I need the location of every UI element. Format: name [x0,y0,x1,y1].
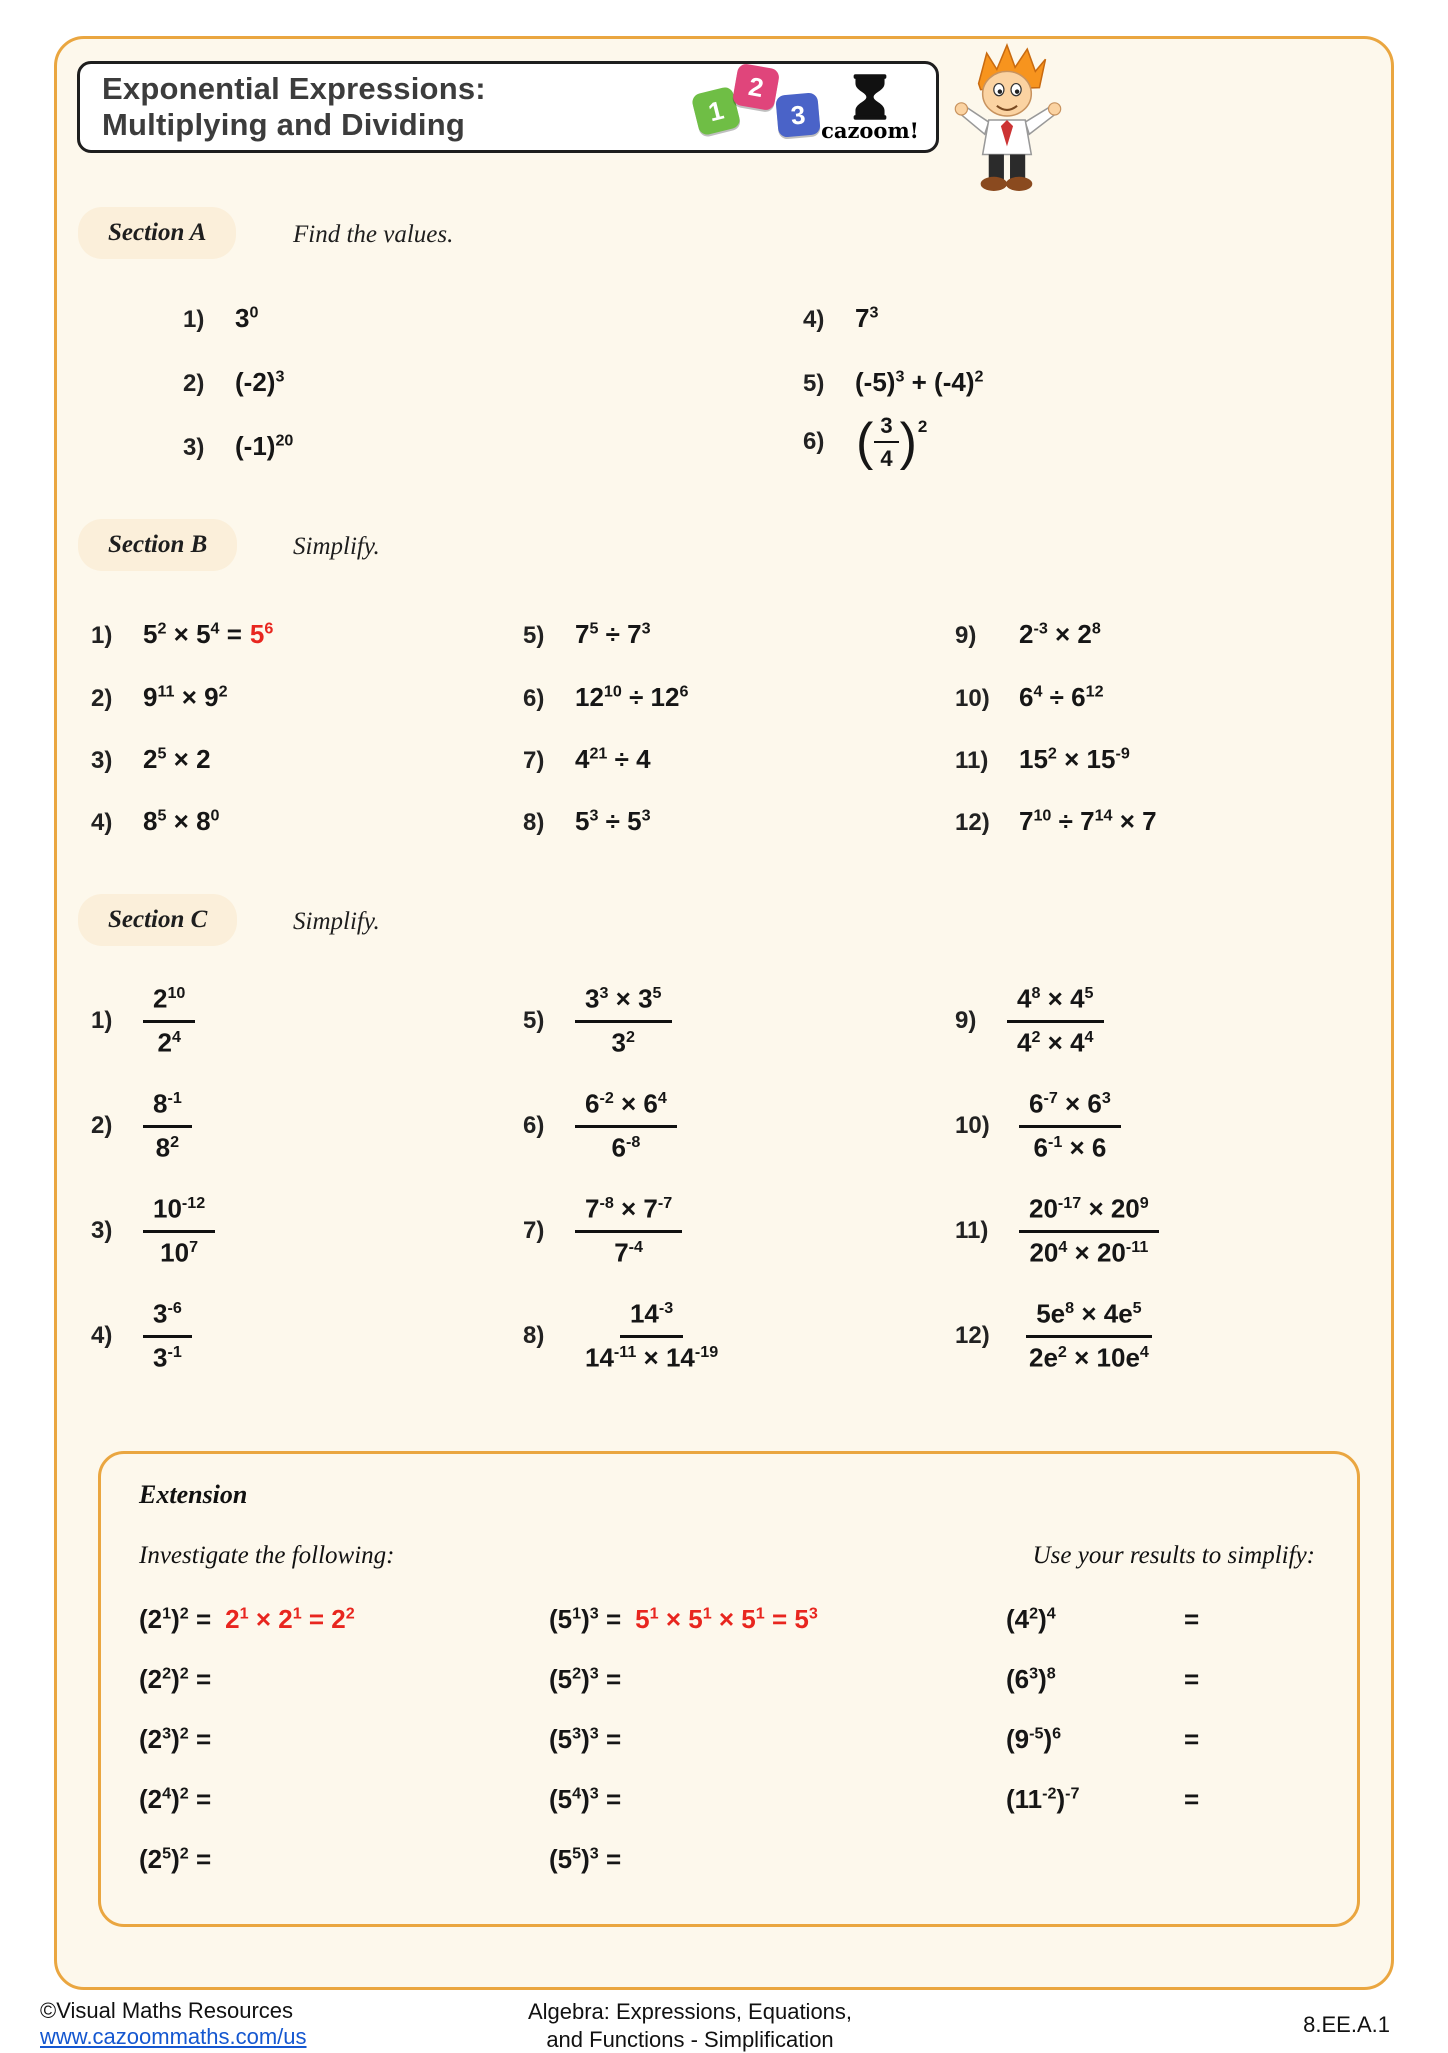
problem-expression: $12^{10} \div 12^6$ [575,682,688,713]
problem-expression: $2^{-3} \times 2^8$ [1019,619,1101,650]
fraction-denominator: $6^{-1} \times 6$ [1023,1128,1116,1164]
problem-number: 11) [955,747,1019,775]
problem-expression: $7^3$ [855,303,878,334]
problem-c8 [523,1291,728,1381]
page-title-line1: Exponential Expressions: [102,71,486,107]
fraction [874,413,898,472]
problem-number: 3) [183,434,235,462]
problem-b4 [91,806,220,837]
fraction-denominator: $6^{-8}$ [602,1128,651,1164]
fraction-numerator: $5e^8 \times 4e^5$ [1026,1299,1151,1338]
problem-number: 3) [91,747,143,775]
extension-expression: $(5^1)^3$ = [549,1604,621,1635]
fraction-numerator: $2^{10}$ [143,984,195,1023]
fraction [1019,1089,1121,1163]
problem-number: 5) [523,622,575,650]
problem-a1 [183,303,258,334]
tile-3-icon: 3 [775,92,821,138]
footer-topic-block [340,1998,1040,2053]
problem-a6 [803,413,927,472]
extension-row-1-1 [139,1604,355,1635]
problem-number: 12) [955,809,1019,837]
extension-row-1-5 [139,1844,211,1875]
footer-copyright-block [40,1998,307,2051]
problem-b3 [91,744,211,775]
extension-row-2-5 [549,1844,621,1875]
problem-c12 [955,1291,1159,1381]
extension-row-2-1 [549,1604,818,1635]
problem-number: 12) [955,1322,1019,1350]
problem-number: 8) [523,809,575,837]
tile-1-icon: 1 [691,86,742,137]
mascot-illustration [947,41,1071,193]
fraction-numerator: $14^{-3}$ [620,1299,683,1338]
fraction-numerator: $8^{-1}$ [143,1089,192,1128]
topic-line2: and Functions - Simplification [340,2026,1040,2053]
extension-expression: $(2^1)^2$ = [139,1604,211,1635]
problem-c10 [955,1081,1121,1171]
problem-c7 [523,1186,682,1276]
problem-a3 [183,431,293,462]
extension-expression: $(9^{-5})^6$ [1006,1724,1184,1755]
extension-row-2-3 [549,1724,621,1755]
extension-answer: $5^1 \times 5^1 \times 5^1 = 5^3$ [635,1604,818,1635]
extension-expression: $(2^2)^2$ = [139,1664,211,1695]
problem-number: 11) [955,1217,1019,1245]
problem-b9 [955,619,1101,650]
fraction [1007,984,1104,1058]
problem-number: 6) [523,1112,575,1140]
extension-row-2-4 [549,1784,621,1815]
problem-number: 4) [803,306,855,334]
extension-row-3-3 [1006,1724,1199,1755]
problem-b12 [955,806,1157,837]
mascot-icon [947,41,1071,193]
extension-row-1-2 [139,1664,211,1695]
problem-number: 2) [91,685,143,713]
fraction-denominator: $4^2 \times 4^4$ [1007,1023,1104,1059]
extension-expression: $(6^3)^8$ [1006,1664,1184,1695]
fraction [575,1299,728,1373]
fraction-denominator: 4 [874,443,898,471]
problem-c4 [91,1291,192,1381]
problem-c11 [955,1186,1159,1276]
fraction-denominator: $8^2$ [146,1128,189,1164]
problem-number: 1) [183,306,235,334]
problem-expression: $(-1)^{20}$ [235,431,293,462]
section-a-label: Section A [78,207,236,259]
section-c-label: Section C [78,894,237,946]
problem-expression: $5^2 \times 5^4$ = [143,619,242,650]
left-paren: ( [856,416,873,468]
fraction-numerator: $6^{-7} \times 6^3$ [1019,1089,1121,1128]
extension-box [98,1451,1360,1927]
worksheet-sheet [54,36,1394,1990]
section-a-instruction: Find the values. [293,221,453,249]
fraction-denominator: $3^{-1}$ [143,1338,192,1374]
topic-line1: Algebra: Expressions, Equations, [340,1998,1040,2026]
problem-expression: $8^5 \times 8^0$ [143,806,220,837]
section-b-label: Section B [78,519,237,571]
problem-expression: $3^0$ [235,303,258,334]
problem-number: 5) [523,1007,575,1035]
problem-expression: $(-2)^3$ [235,367,284,398]
fraction-numerator: $3^{-6}$ [143,1299,192,1338]
problem-number: 5) [803,370,855,398]
fraction-denominator: $2^4$ [147,1023,190,1059]
extension-expression: $(11^{-2})^{-7}$ [1006,1784,1184,1815]
fraction-denominator: $14^{-11} \times 14^{-19}$ [575,1338,728,1374]
hourglass-icon [850,74,890,120]
problem-a2 [183,367,284,398]
extension-row-1-3 [139,1724,211,1755]
extension-row-3-1 [1006,1604,1199,1635]
fraction [143,1299,192,1373]
right-paren: ) [900,416,917,468]
fraction-numerator: 3 [874,413,898,443]
numbers-logo [695,64,830,150]
fraction-numerator: $3^3 \times 3^5$ [575,984,672,1023]
website-link[interactable]: www.cazoommaths.com/us [40,2024,307,2049]
fraction-numerator: $7^{-8} \times 7^{-7}$ [575,1194,682,1233]
cazoom-brand-text: cazoom! [821,118,919,143]
problem-number: 9) [955,1007,1007,1035]
problem-number: 6) [803,428,855,456]
fraction-denominator: $20^4 \times 20^{-11}$ [1019,1233,1158,1269]
copyright-text: ©Visual Maths Resources [40,1998,307,2024]
fraction [143,1194,215,1268]
problem-c1 [91,976,195,1066]
fraction-numerator: $4^8 \times 4^5$ [1007,984,1104,1023]
problem-number: 1) [91,622,143,650]
fraction-numerator: $10^{-12}$ [143,1194,215,1233]
problem-c2 [91,1081,192,1171]
problem-b11 [955,744,1130,775]
problem-number: 2) [91,1112,143,1140]
extension-label: Extension [139,1480,247,1510]
fraction-denominator: $7^{-4}$ [604,1233,653,1269]
fraction [1019,1299,1159,1373]
problem-number: 10) [955,685,1019,713]
extension-expression: $(5^5)^3$ = [549,1844,621,1875]
problem-b5 [523,619,651,650]
extension-expression: $(2^4)^2$ = [139,1784,211,1815]
fraction-exponent: 2 [918,417,927,437]
fraction-denominator: $3^2$ [602,1023,645,1059]
problem-expression: $6^4 \div 6^{12}$ [1019,682,1104,713]
fraction-numerator: $6^{-2} \times 6^4$ [575,1089,677,1128]
problem-expression: $7^{10} \div 7^{14} \times 7$ [1019,806,1157,837]
problem-expression: $9^{11} \times 9^2$ [143,682,228,713]
problem-c5 [523,976,672,1066]
problem-number: 6) [523,685,575,713]
fraction [1019,1194,1159,1268]
problem-number: 7) [523,747,575,775]
extension-answer: $2^1 \times 2^1 = 2^2$ [225,1604,355,1635]
problem-number: 9) [955,622,1019,650]
problem-number: 4) [91,1322,143,1350]
problem-answer: $5^6$ [250,619,273,650]
problem-expression: $7^5 \div 7^3$ [575,619,651,650]
extension-expression: $(5^4)^3$ = [549,1784,621,1815]
problem-c9 [955,976,1104,1066]
extension-expression: $(5^3)^3$ = [549,1724,621,1755]
problem-b8 [523,806,651,837]
fraction [575,984,672,1058]
problem-a5 [803,367,983,398]
fraction [143,984,195,1058]
problem-c3 [91,1186,215,1276]
fraction-denominator: $2e^2 \times 10e^4$ [1019,1338,1159,1374]
extension-right-instruction: Use your results to simplify: [1033,1542,1315,1570]
problem-number: 3) [91,1217,143,1245]
fraction-denominator: $10^7$ [150,1233,208,1269]
header [77,61,939,153]
problem-expression: $5^3 \div 5^3$ [575,806,651,837]
section-b-instruction: Simplify. [293,533,380,561]
extension-expression: $(5^2)^3$ = [549,1664,621,1695]
problem-number: 7) [523,1217,575,1245]
problem-b6 [523,682,688,713]
problem-number: 2) [183,370,235,398]
problem-number: 4) [91,809,143,837]
extension-expression: $(4^2)^4$ [1006,1604,1184,1635]
extension-equals: = [1184,1664,1199,1695]
extension-expression: $(2^5)^2$ = [139,1844,211,1875]
extension-left-instruction: Investigate the following: [139,1542,395,1570]
problem-c6 [523,1081,677,1171]
problem-expression: $4^{21} \div 4$ [575,744,651,775]
problem-b2 [91,682,228,713]
extension-equals: = [1184,1784,1199,1815]
extension-row-3-2 [1006,1664,1199,1695]
page-title-line2: Multiplying and Dividing [102,107,486,143]
fraction-numerator: $20^{-17} \times 20^9$ [1019,1194,1159,1233]
problem-number: 1) [91,1007,143,1035]
fraction-with-exponent [855,413,927,472]
extension-row-2-2 [549,1664,621,1695]
cazoom-logo [818,68,922,148]
problem-b7 [523,744,651,775]
extension-row-1-4 [139,1784,211,1815]
problem-expression: $(-5)^3 + (-4)^2$ [855,367,983,398]
problem-number: 8) [523,1322,575,1350]
problem-b10 [955,682,1104,713]
extension-equals: = [1184,1604,1199,1635]
section-c-instruction: Simplify. [293,908,380,936]
problem-expression: $15^2 \times 15^{-9}$ [1019,744,1130,775]
page-title [80,71,486,143]
fraction [575,1089,677,1163]
problem-a4 [803,303,878,334]
problem-number: 10) [955,1112,1019,1140]
tile-2-icon: 2 [732,63,781,112]
standard-code: 8.EE.A.1 [1303,2012,1390,2038]
extension-row-3-4 [1006,1784,1199,1815]
extension-equals: = [1184,1724,1199,1755]
problem-expression: $2^5 \times 2$ [143,744,211,775]
extension-expression: $(2^3)^2$ = [139,1724,211,1755]
fraction [575,1194,682,1268]
problem-b1 [91,619,273,650]
fraction [143,1089,192,1163]
